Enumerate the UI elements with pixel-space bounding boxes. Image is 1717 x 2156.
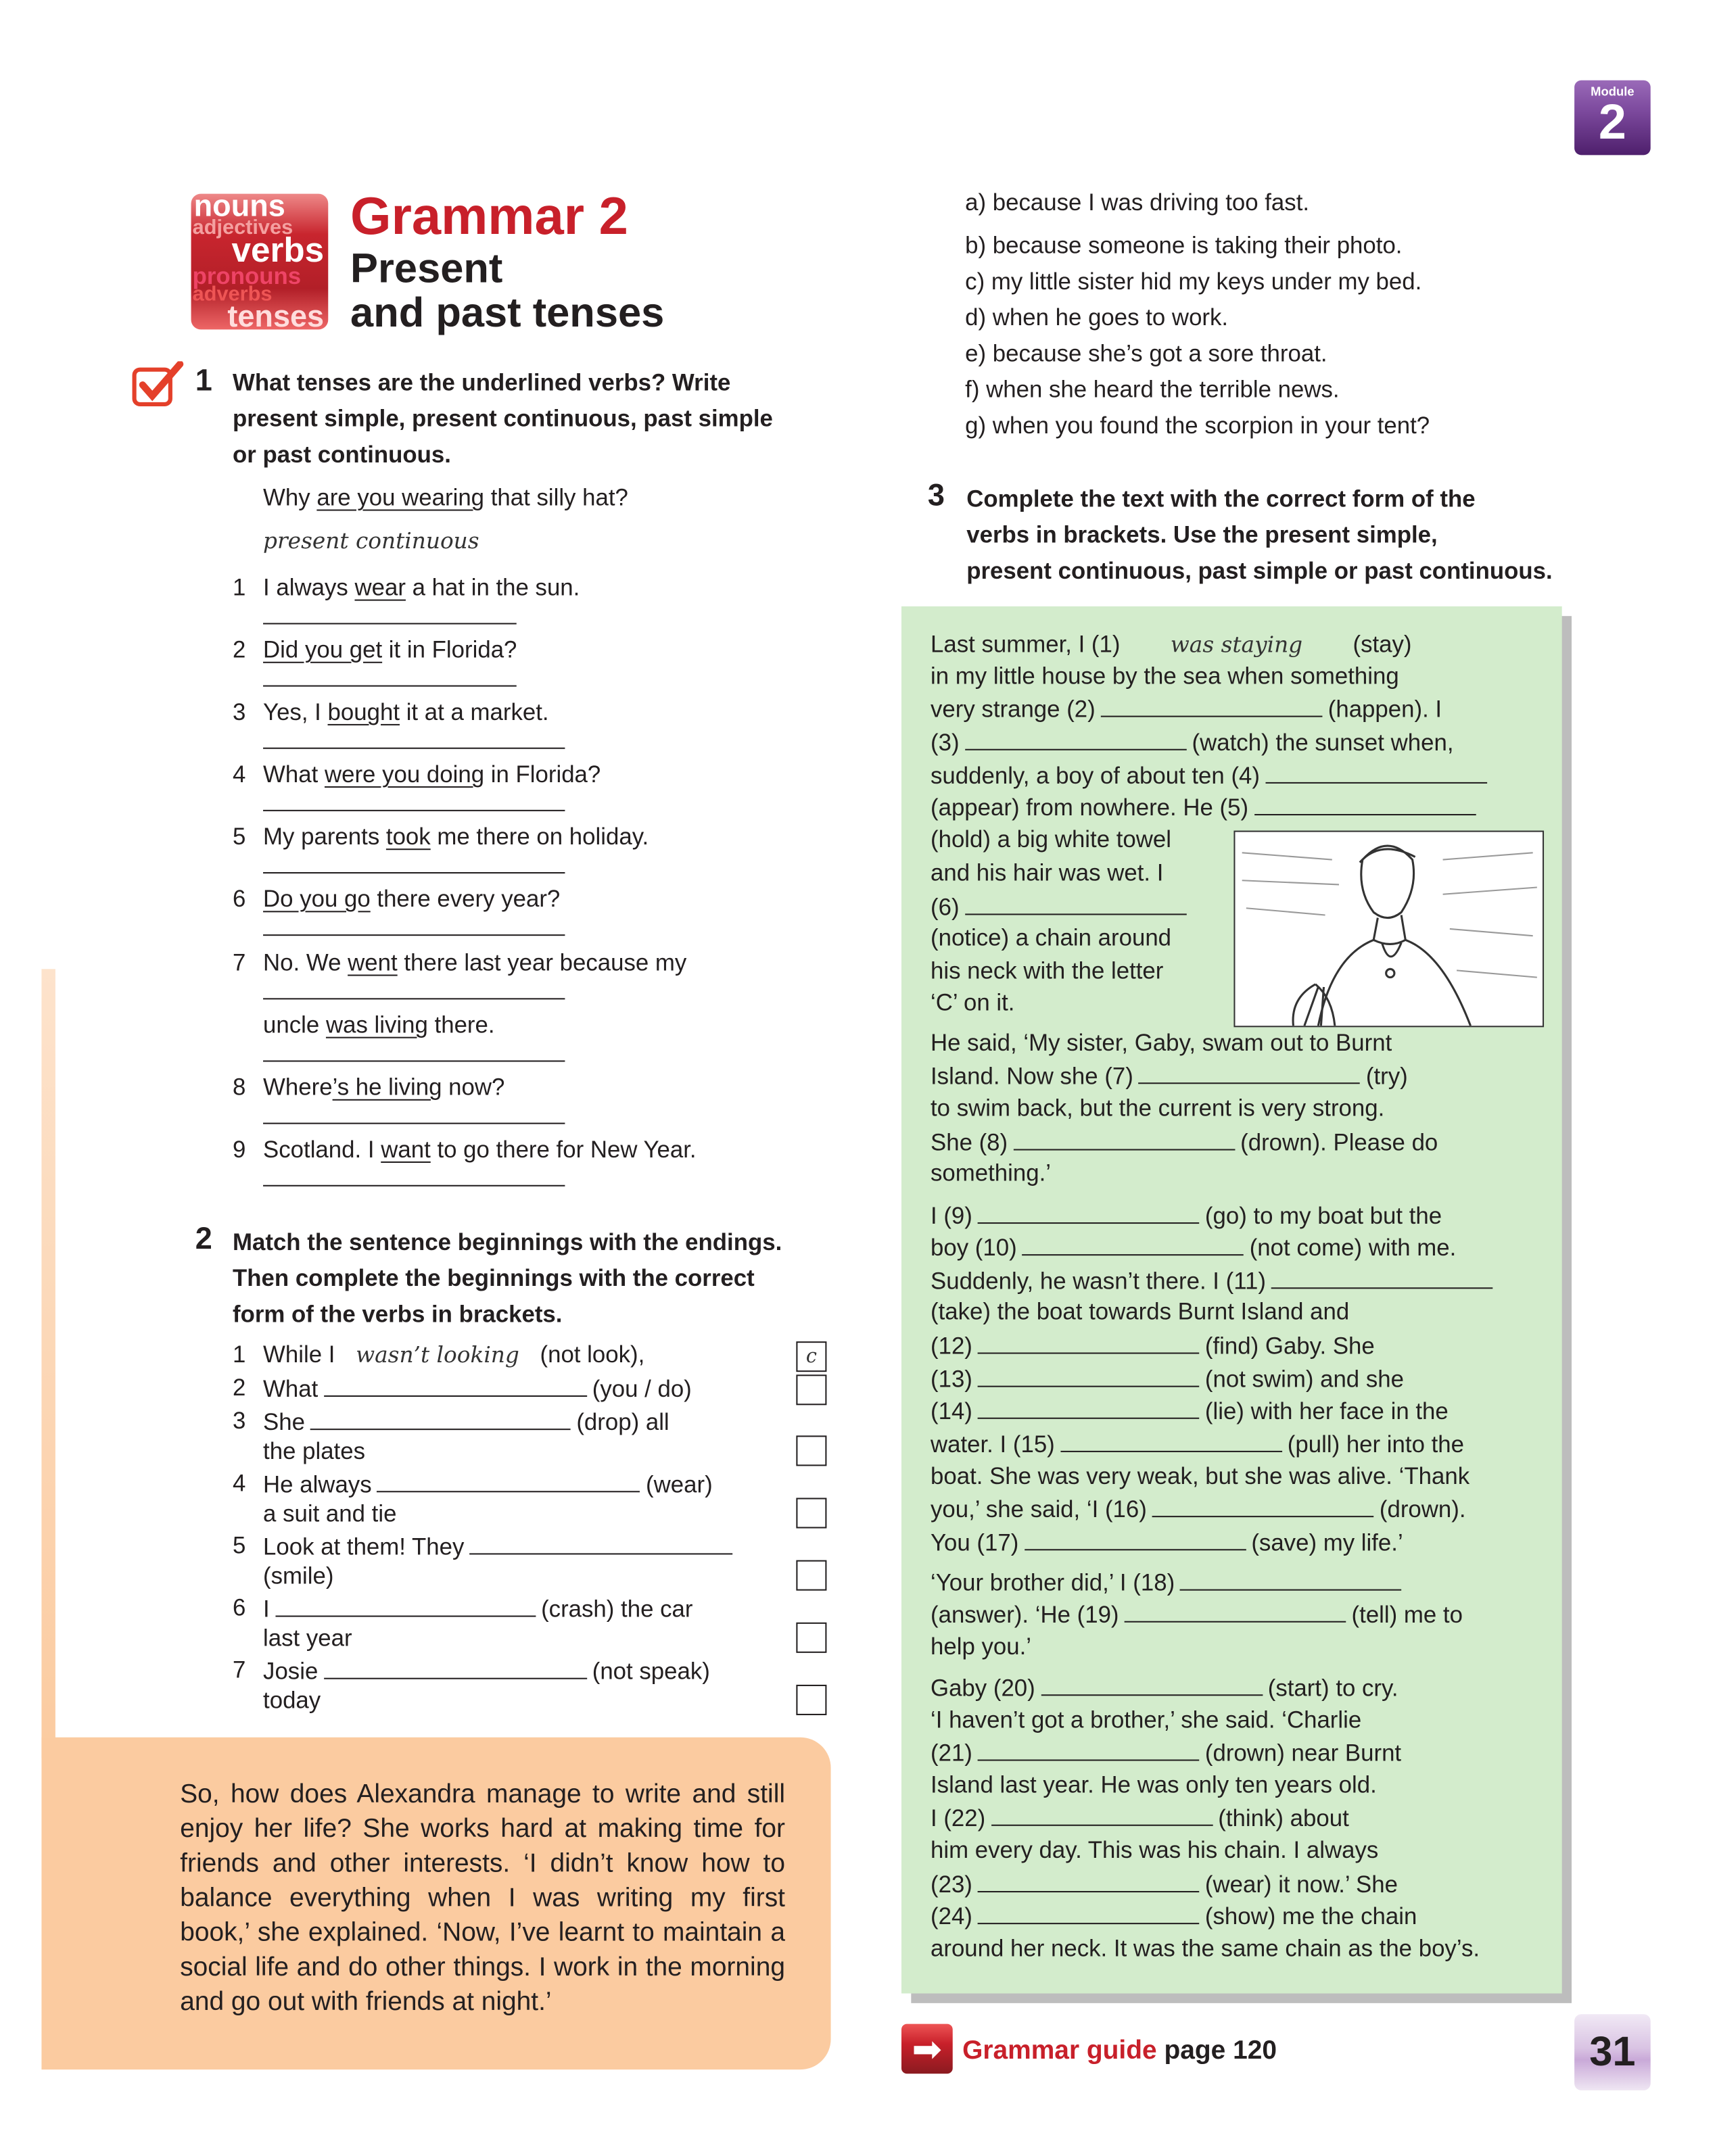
- sentence-beginning: [263, 1531, 738, 1563]
- logo-word: verbs: [231, 231, 325, 271]
- underlined-verb: took: [385, 823, 431, 851]
- text-segment: No. We: [263, 949, 348, 976]
- text-segment: Scotland. I: [263, 1136, 381, 1163]
- text-segment: Where: [263, 1074, 333, 1101]
- story-line: [931, 1127, 1438, 1159]
- exercise-sentence: [263, 760, 601, 790]
- module-label: Module: [1591, 84, 1634, 99]
- answer-blank[interactable]: [978, 1869, 1200, 1892]
- text-segment: (watch) the sunset when,: [1192, 729, 1454, 756]
- handwritten-answer: was staying: [1170, 631, 1303, 658]
- underlined-verb: was living: [325, 1011, 428, 1038]
- answer-line[interactable]: [263, 1185, 565, 1187]
- instruction-line: verbs in brackets. Use the present simple,: [966, 521, 1438, 548]
- answer-blank[interactable]: [470, 1531, 733, 1555]
- underlined-verb: ’s he living: [332, 1074, 442, 1101]
- answer-line[interactable]: [263, 1060, 565, 1061]
- story-line: [931, 1462, 1469, 1492]
- article-text: So, how does Alexandra manage to write and still enjoy her life? She works hard at making time for friends and other interests. ‘I didn’t know how to balance everything when I was writing my first book,’ she explained. ‘Now, I’ve learnt to maintain a social life and do other things. I work in the morning and go out with friends at night.’: [180, 1780, 785, 2017]
- answer-blank[interactable]: [965, 892, 1187, 915]
- story-line: [931, 825, 1171, 855]
- answer-blank[interactable]: [1022, 1232, 1244, 1255]
- text-segment: Suddenly, he wasn’t there. I (11): [930, 1268, 1266, 1295]
- text-segment: I always: [263, 574, 355, 601]
- story-line: [931, 1567, 1407, 1599]
- text-segment: (drown). Please do: [1240, 1129, 1438, 1156]
- story-line: [931, 1429, 1464, 1460]
- section-number: 1: [195, 362, 212, 398]
- example-answer: present continuous: [263, 527, 479, 554]
- page-subtitle: Present: [350, 246, 503, 293]
- instruction-line: What tenses are the underlined verbs? Write: [232, 369, 731, 396]
- text-segment: (start) to cry.: [1267, 1675, 1398, 1702]
- answer-blank[interactable]: [1041, 1673, 1263, 1696]
- match-answer-box[interactable]: [796, 1435, 826, 1466]
- text-segment: (pull) her into the: [1287, 1431, 1465, 1458]
- text-segment: ‘Your brother did,’ I (18): [930, 1569, 1175, 1596]
- item-number: 3: [232, 1408, 246, 1435]
- sentence-beginning-continued: a suit and tie: [263, 1500, 397, 1527]
- item-number: 4: [232, 761, 246, 788]
- text-segment: (stay): [1353, 631, 1412, 658]
- ending-option: e) because she’s got a sore throat.: [965, 340, 1327, 367]
- answer-blank[interactable]: [323, 1656, 586, 1679]
- answer-blank[interactable]: [1180, 1567, 1402, 1591]
- story-line: [931, 1706, 1361, 1736]
- story-line: [931, 1493, 1466, 1525]
- story-line: [931, 1364, 1404, 1395]
- answer-blank[interactable]: [323, 1373, 586, 1397]
- item-number: 7: [232, 949, 246, 976]
- text-segment: She (8): [930, 1129, 1008, 1156]
- exercise-sentence: [263, 1073, 504, 1103]
- text-segment: there.: [427, 1011, 495, 1038]
- item-number: 9: [232, 1136, 246, 1163]
- text-segment: What: [263, 1376, 319, 1403]
- underlined-verb: want: [381, 1136, 431, 1163]
- instruction-line: Match the sentence beginnings with the endings.: [232, 1229, 782, 1256]
- match-answer-box[interactable]: [796, 1560, 826, 1591]
- text-segment: him every day. This was his chain. I always: [930, 1837, 1379, 1864]
- sentence-beginning-continued: today: [263, 1687, 321, 1714]
- text-segment: (wear): [646, 1471, 713, 1498]
- checkbox-tick-icon: [132, 361, 179, 406]
- story-line: [931, 924, 1171, 954]
- sentence-beginning-continued: (smile): [263, 1562, 334, 1589]
- exercise-sentence: [263, 1135, 697, 1166]
- answer-blank[interactable]: [1139, 1060, 1361, 1084]
- text-segment: a hat in the sun.: [405, 574, 580, 601]
- instruction-line: or past continuous.: [232, 441, 451, 469]
- text-segment: (you / do): [592, 1376, 692, 1403]
- text-segment: me there on holiday.: [430, 823, 649, 851]
- text-segment: (think) about: [1218, 1805, 1349, 1831]
- story-line: [931, 662, 1399, 692]
- text-segment: help you.’: [930, 1633, 1032, 1660]
- text-segment: water. I (15): [930, 1431, 1055, 1458]
- sentence-beginning: [263, 1406, 669, 1438]
- text-segment: She: [263, 1409, 305, 1436]
- underlined-verb: Did you get: [263, 636, 383, 663]
- underlined-verb: Do you go: [263, 886, 371, 913]
- text-segment: (13): [930, 1366, 972, 1393]
- answer-blank[interactable]: [978, 1364, 1200, 1387]
- answer-line[interactable]: [263, 872, 565, 873]
- story-line: [931, 1266, 1499, 1297]
- text-segment: I (9): [930, 1203, 972, 1230]
- text-segment: My parents: [263, 823, 386, 851]
- ending-option: b) because someone is taking their photo.: [965, 232, 1403, 259]
- item-number: 2: [232, 1374, 246, 1402]
- story-line: [931, 1527, 1403, 1559]
- text-segment: (find) Gaby. She: [1204, 1333, 1375, 1360]
- ending-option: d) when he goes to work.: [965, 304, 1229, 331]
- item-number: 6: [232, 1594, 246, 1621]
- exercise-sentence: [263, 822, 649, 853]
- sentence-beginning-continued: last year: [263, 1625, 352, 1652]
- logo-word: nouns: [193, 193, 285, 223]
- answer-blank[interactable]: [1254, 792, 1476, 815]
- exercise-sentence: [263, 573, 580, 604]
- boy-with-towel-illustration: [1233, 831, 1544, 1028]
- answer-blank[interactable]: [1060, 1429, 1282, 1452]
- instruction-line: present continuous, past simple or past continuous.: [966, 558, 1553, 585]
- match-answer-box[interactable]: [796, 1498, 826, 1529]
- story-line: [931, 694, 1442, 725]
- exercise-sentence: [263, 698, 549, 728]
- page-subtitle: and past tenses: [350, 290, 665, 337]
- example-sentence: [263, 483, 628, 514]
- text-segment: boy (10): [930, 1235, 1017, 1262]
- grammar-guide-label: Grammar guide: [962, 2036, 1157, 2066]
- answer-line[interactable]: [263, 998, 565, 999]
- answer-blank[interactable]: [341, 1340, 535, 1368]
- story-line: [931, 957, 1163, 987]
- text-segment: You (17): [930, 1529, 1019, 1556]
- sentence-beginning-continued: the plates: [263, 1438, 366, 1465]
- section-number: 3: [927, 477, 945, 512]
- item-number: 5: [232, 1532, 246, 1559]
- answer-blank[interactable]: [1271, 1266, 1493, 1289]
- text-segment: (drown).: [1379, 1496, 1466, 1523]
- text-segment: Why: [263, 484, 317, 511]
- answer-blank[interactable]: [377, 1469, 640, 1493]
- exercise-sentence: [263, 884, 560, 915]
- answer-blank[interactable]: [1013, 1127, 1235, 1151]
- answer-blank[interactable]: [1025, 1527, 1246, 1551]
- text-segment: While I: [263, 1341, 335, 1368]
- grammar-logo: [191, 194, 329, 330]
- text-segment: (not look),: [540, 1341, 645, 1368]
- story-line: [931, 1632, 1031, 1662]
- section-number: 2: [195, 1220, 212, 1256]
- text-segment: (lie) with her face in the: [1204, 1398, 1449, 1424]
- text-segment: (12): [930, 1333, 972, 1360]
- underlined-verb: are you wearing: [316, 484, 485, 511]
- text-segment: to go there for New Year.: [430, 1136, 697, 1163]
- text-segment: He said, ‘My sister, Gaby, swam out to Burnt: [930, 1030, 1392, 1057]
- item-number: 3: [232, 699, 246, 725]
- story-line: [931, 1232, 1456, 1264]
- text-segment: Island last year. He was only ten years old.: [930, 1771, 1377, 1798]
- exercise-sentence: [263, 1011, 495, 1041]
- decorative-strip: [41, 969, 55, 1758]
- story-line: [931, 988, 1014, 1019]
- text-segment: Gaby (20): [930, 1675, 1035, 1702]
- story-line: [931, 1738, 1401, 1769]
- answer-blank[interactable]: [1265, 760, 1487, 784]
- text-segment: What: [263, 761, 325, 788]
- answer-blank[interactable]: [978, 1200, 1200, 1224]
- text-segment: something.’: [930, 1159, 1052, 1187]
- text-segment: to swim back, but the current is very strong.: [930, 1095, 1385, 1122]
- answer-line[interactable]: [263, 1123, 565, 1124]
- text-segment: (appear) from nowhere. He (5): [930, 794, 1249, 821]
- match-answer-box[interactable]: [796, 1623, 826, 1653]
- story-line: [931, 1159, 1051, 1189]
- answer-blank[interactable]: [1152, 1493, 1374, 1517]
- text-segment: (21): [930, 1740, 972, 1767]
- handwritten-answer: wasn’t looking: [356, 1341, 519, 1368]
- story-line: [931, 1934, 1480, 1964]
- arrow-right-icon: ➡: [901, 2024, 953, 2074]
- logo-word: tenses: [227, 299, 325, 330]
- sentence-beginning: [263, 1469, 713, 1501]
- text-segment: it in Florida?: [382, 636, 517, 663]
- match-answer-box[interactable]: [796, 1374, 826, 1405]
- story-line: [931, 1094, 1384, 1124]
- sentence-beginning: [263, 1594, 692, 1625]
- instruction-line: Complete the text with the correct form of the: [966, 485, 1476, 512]
- answer-blank[interactable]: [991, 1802, 1213, 1826]
- text-segment: (drop) all: [576, 1409, 669, 1436]
- text-segment: very strange (2): [930, 696, 1096, 723]
- story-line: [931, 1060, 1408, 1092]
- story-line: [931, 1802, 1349, 1834]
- text-segment: (3): [930, 729, 960, 756]
- text-segment: you,’ she said, ‘I (16): [930, 1496, 1147, 1523]
- text-segment: now?: [442, 1074, 505, 1101]
- underlined-verb: bought: [327, 699, 400, 725]
- item-number: 4: [232, 1470, 246, 1497]
- item-number: 7: [232, 1656, 246, 1683]
- exercise-sentence: [263, 636, 517, 666]
- story-line: [931, 1900, 1417, 1932]
- logo-word: adjectives: [192, 215, 293, 239]
- text-segment: (happen). I: [1327, 696, 1442, 723]
- text-segment: (go) to my boat but the: [1204, 1203, 1442, 1230]
- ending-option: f) when she heard the terrible news.: [965, 376, 1340, 403]
- story-line: [931, 1200, 1442, 1232]
- instruction-line: present simple, present continuous, past simple: [232, 405, 773, 432]
- underlined-verb: wear: [354, 574, 406, 601]
- story-line: [931, 792, 1481, 823]
- text-segment: Island. Now she (7): [930, 1063, 1133, 1090]
- sentence-beginning: [263, 1656, 710, 1687]
- text-segment: boat. She was very weak, but she was alive. ‘Thank: [930, 1463, 1470, 1490]
- story-line: [931, 1297, 1349, 1328]
- text-segment: there every year?: [370, 886, 561, 913]
- text-segment: (23): [930, 1871, 972, 1898]
- text-segment: I: [263, 1596, 270, 1623]
- answer-blank[interactable]: [965, 727, 1187, 750]
- logo-word: pronouns: [192, 262, 302, 289]
- module-badge: [1574, 80, 1651, 155]
- answer-blank[interactable]: [978, 1738, 1200, 1761]
- item-number: 1: [232, 574, 246, 601]
- answer-blank[interactable]: [978, 1331, 1200, 1354]
- story-line: [931, 1673, 1398, 1704]
- story-line: [931, 1771, 1377, 1801]
- answer-line[interactable]: [263, 623, 517, 624]
- item-number: 1: [232, 1341, 246, 1368]
- story-line: [931, 1869, 1398, 1900]
- story-line: [931, 892, 1192, 924]
- answer-blank[interactable]: [310, 1406, 571, 1430]
- page-number: 31: [1574, 2014, 1651, 2090]
- sentence-beginning: [263, 1340, 644, 1370]
- text-segment: ‘C’ on it.: [930, 990, 1015, 1016]
- ending-option: a) because I was driving too fast.: [965, 189, 1310, 216]
- match-answer-box[interactable]: c: [796, 1341, 826, 1372]
- text-segment: I (22): [930, 1805, 986, 1831]
- story-line: [931, 630, 1412, 661]
- story-line: [931, 1395, 1449, 1427]
- text-segment: (show) me the chain: [1204, 1903, 1417, 1930]
- text-segment: Last summer, I (1): [930, 631, 1121, 658]
- text-segment: (not swim) and she: [1204, 1366, 1404, 1393]
- exercise-sentence: [263, 949, 686, 979]
- text-segment: (wear) it now.’ She: [1204, 1871, 1398, 1898]
- text-segment: (crash) the car: [541, 1596, 693, 1623]
- answer-line[interactable]: [263, 810, 565, 811]
- answer-blank[interactable]: [1126, 630, 1348, 658]
- answer-line[interactable]: [263, 748, 565, 749]
- item-number: 5: [232, 823, 246, 851]
- text-segment: in Florida?: [484, 761, 601, 788]
- text-segment: (save) my life.’: [1251, 1529, 1403, 1556]
- underlined-verb: went: [348, 949, 398, 976]
- text-segment: uncle: [263, 1011, 326, 1038]
- answer-blank[interactable]: [1125, 1599, 1346, 1623]
- text-segment: Look at them! They: [263, 1533, 465, 1560]
- instruction-line: form of the verbs in brackets.: [232, 1301, 563, 1328]
- match-answer-box[interactable]: [796, 1685, 826, 1715]
- story-line: [931, 1599, 1463, 1631]
- item-number: 6: [232, 886, 246, 913]
- grammar-guide-link[interactable]: [962, 2036, 1277, 2067]
- text-segment: (hold) a big white towel: [930, 826, 1172, 853]
- item-number: 2: [232, 636, 246, 663]
- ending-option: c) my little sister hid my keys under my bed.: [965, 268, 1422, 295]
- text-segment: He always: [263, 1471, 372, 1498]
- text-segment: it at a market.: [400, 699, 549, 725]
- story-line: [931, 727, 1454, 759]
- page-title: Grammar 2: [350, 188, 628, 247]
- text-segment: (answer). ‘He (19): [930, 1602, 1119, 1628]
- answer-line[interactable]: [263, 686, 517, 687]
- logo-word: adverbs: [192, 282, 273, 306]
- underlined-verb: were you doing: [324, 761, 485, 788]
- instruction-line: Then complete the beginnings with the correct: [232, 1265, 755, 1292]
- text-segment: around her neck. It was the same chain as the boy’s.: [930, 1935, 1480, 1962]
- story-line: [931, 859, 1163, 889]
- story-line: [931, 1331, 1375, 1362]
- text-segment: (24): [930, 1903, 972, 1930]
- text-segment: suddenly, a boy of about ten (4): [930, 763, 1260, 790]
- story-line: [931, 1028, 1392, 1059]
- ending-option: g) when you found the scorpion in your tent?: [965, 412, 1430, 439]
- text-segment: (notice) a chain around: [930, 924, 1172, 951]
- sentence-beginning: [263, 1373, 692, 1405]
- text-segment: (14): [930, 1398, 972, 1424]
- item-number: 8: [232, 1074, 246, 1101]
- story-line: [931, 1836, 1378, 1866]
- module-number: 2: [1598, 93, 1626, 150]
- text-segment: there last year because my: [397, 949, 687, 976]
- text-segment: that silly hat?: [484, 484, 628, 511]
- text-segment: (6): [930, 894, 960, 921]
- text-segment: (not come) with me.: [1249, 1235, 1457, 1262]
- text-segment: (tell) me to: [1351, 1602, 1463, 1628]
- text-segment: and his hair was wet. I: [930, 859, 1164, 886]
- answer-blank[interactable]: [275, 1594, 536, 1617]
- answer-blank[interactable]: [978, 1900, 1200, 1924]
- text-segment: (try): [1365, 1063, 1408, 1090]
- text-segment: his neck with the letter: [930, 957, 1164, 984]
- story-line: [931, 760, 1492, 792]
- text-segment: ‘I haven’t got a brother,’ she said. ‘Charlie: [930, 1706, 1362, 1733]
- grammar-guide-page: page 120: [1164, 2036, 1277, 2066]
- answer-line[interactable]: [263, 934, 565, 936]
- text-segment: Yes, I: [263, 699, 328, 725]
- text-segment: (take) the boat towards Burnt Island and: [930, 1298, 1350, 1325]
- answer-blank[interactable]: [978, 1395, 1200, 1419]
- text-segment: Josie: [263, 1658, 319, 1685]
- text-segment: (not speak): [592, 1658, 710, 1685]
- text-segment: in my little house by the sea when something: [930, 663, 1399, 690]
- answer-blank[interactable]: [1101, 694, 1323, 717]
- text-segment: (drown) near Burnt: [1204, 1740, 1402, 1767]
